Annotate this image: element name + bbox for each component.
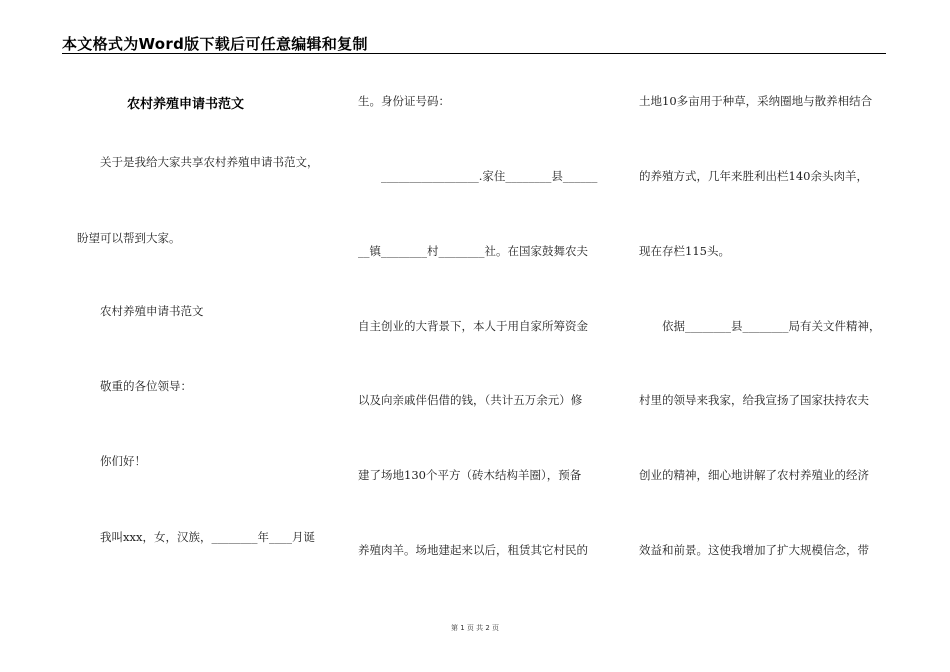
paragraph-line: 自主创业的大背景下，本人于用自家所筹资金: [358, 319, 588, 333]
page-footer: 第 1 页 共 2 页: [450, 624, 500, 632]
paragraph-line: 的养殖方式，几年来胜利出栏140余头肉羊，: [639, 169, 868, 183]
salutation: 敬重的各位领导：: [100, 379, 192, 393]
paragraph-line: 我叫xxx，女，汉族，________年____月诞: [100, 530, 315, 544]
header-rule: [62, 53, 886, 54]
letter-heading: 农村养殖申请书范文: [100, 304, 204, 318]
paragraph-line: __镇________村________社。在国家鼓舞农夫: [358, 244, 588, 258]
paragraph-line: 生。身份证号码：: [358, 94, 450, 108]
greeting: 你们好！: [100, 454, 146, 468]
paragraph-line: 以及向亲戚伴侣借的钱，（共计五万余元）修: [358, 393, 583, 407]
paragraph-line: 建了场地130个平方（砖木结构羊圈），预备: [358, 468, 582, 482]
paragraph-line: 村里的领导来我家，给我宣扬了国家扶持农夫: [639, 393, 869, 407]
paragraph-line: 关于是我给大家共享农村养殖申请书范文，: [100, 155, 319, 169]
paragraph-line: 创业的精神，细心地讲解了农村养殖业的经济: [639, 468, 869, 482]
paragraph-line: 依据________县________局有关文件精神，: [662, 319, 881, 333]
page-header: 本文格式为Word版下载后可任意编辑和复制: [62, 35, 368, 53]
paragraph-line: 盼望可以帮到大家。: [77, 231, 181, 245]
paragraph-line: 效益和前景。这使我增加了扩大规模信念，带: [639, 543, 869, 557]
paragraph-line: 现在存栏115头。: [639, 244, 730, 258]
paragraph-line: 养殖肉羊。场地建起来以后，租赁其它村民的: [358, 543, 588, 557]
paragraph-line: _________________.家住________县______: [381, 169, 598, 183]
document-title: 农村养殖申请书范文: [127, 97, 245, 112]
paragraph-line: 土地10多亩用于种草，采纳圈地与散养相结合: [639, 94, 873, 108]
